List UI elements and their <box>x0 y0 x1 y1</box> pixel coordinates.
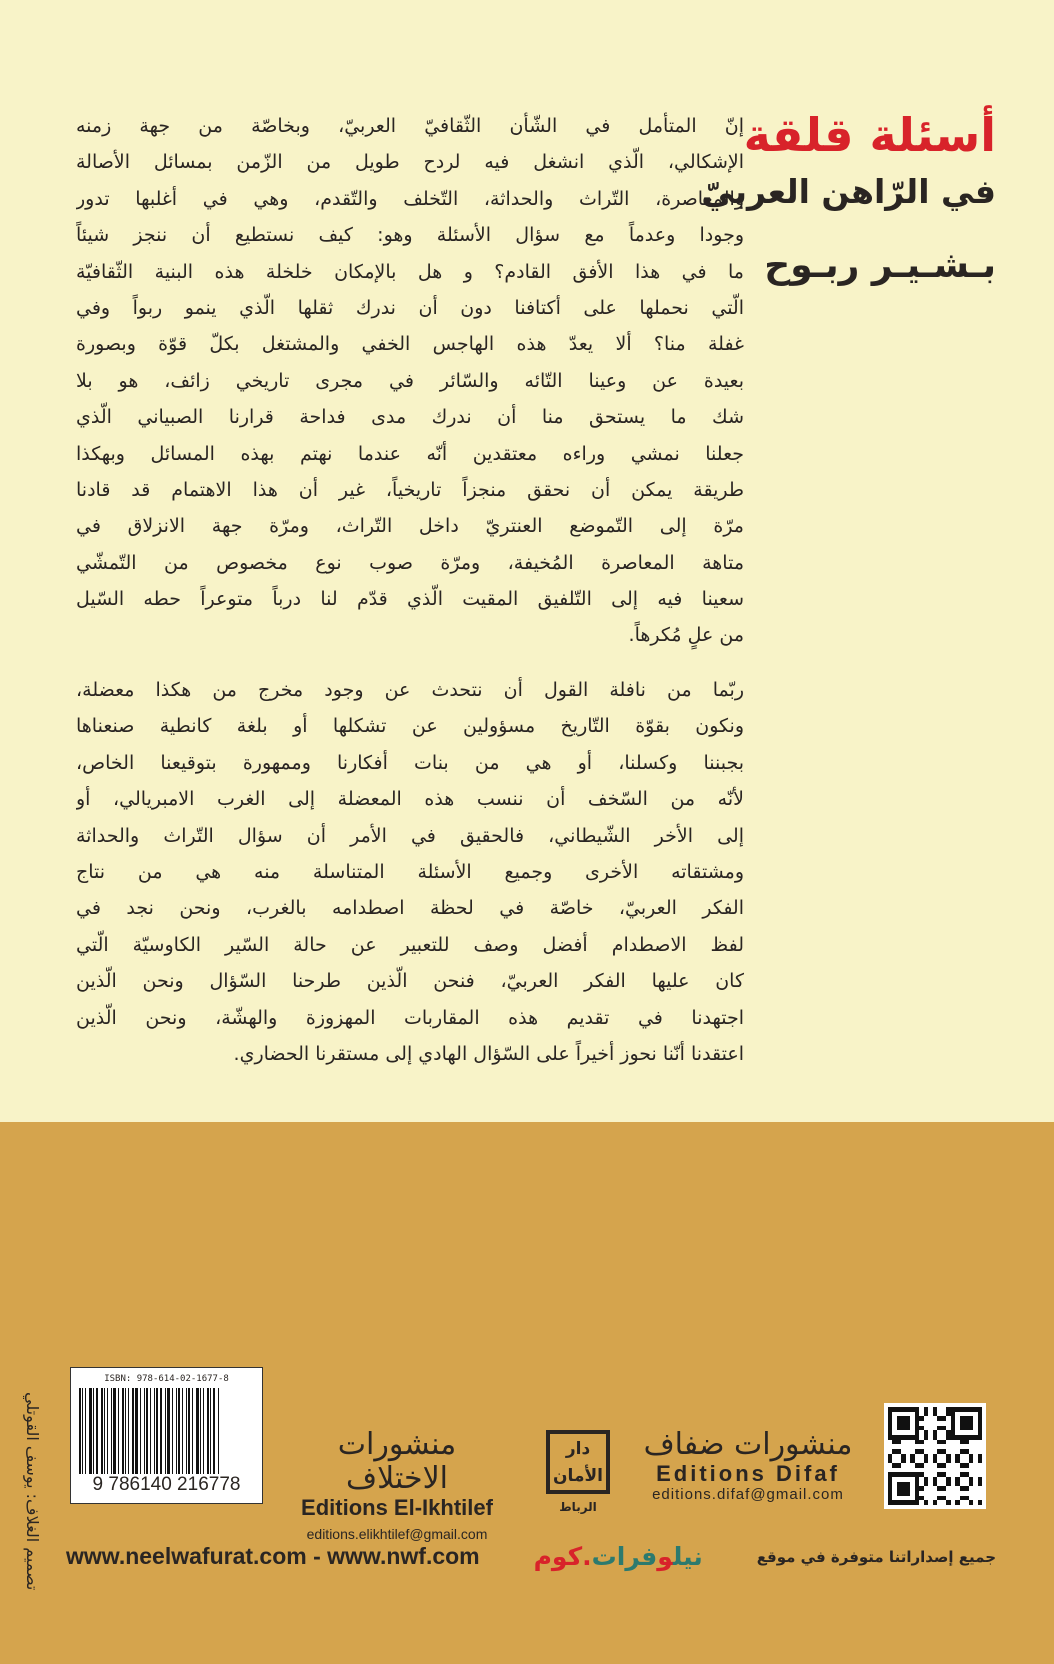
publisher-dar-al-aman <box>546 1430 610 1514</box>
barcode-bar <box>113 1388 116 1474</box>
brand-part-2: و <box>657 1542 673 1571</box>
blurb-line: ما في هذا الأفق القادم؟ و هل بالإمكان خلخلة هذه البنية الثّقافيّة <box>76 260 744 283</box>
blurb-line: وجودا وعدماً مع سؤال الأسئلة وهو: كيف نستطيع أن ننجز شيئاً <box>76 224 744 247</box>
blurb-line: ربّما من نافلة القول أن نتحدث عن وجود مخرج من هكذا معضلة، <box>76 679 744 701</box>
barcode-bar <box>154 1388 155 1474</box>
barcode-bar <box>96 1388 98 1474</box>
barcode-bar <box>107 1388 108 1474</box>
barcode-bars <box>79 1388 254 1474</box>
ikhtilef-email: editions.elikhtilef@gmail.com <box>306 1526 488 1542</box>
barcode-bar <box>172 1388 173 1474</box>
blurb-line: بعيدة عن وعينا التّائه والسّائر في مجرى تاريخي زائف، هو بلا <box>76 369 744 392</box>
difaf-arabic-logo: منشورات ضفاف <box>643 1427 853 1462</box>
publisher-ikhtilef <box>282 1428 512 1542</box>
barcode-bar <box>111 1388 112 1474</box>
blurb-line: ومشتقاته الأخرى وجميع الأسئلة المتناسلة منه هي من نتاج <box>76 860 744 883</box>
blurb-line: لأنّه من السّخف أن ننسب هذه المعضلة إلى الغرب الامبريالي، أو <box>76 788 744 811</box>
barcode-bar <box>192 1388 193 1474</box>
qr-code[interactable] <box>884 1403 986 1509</box>
barcode-bar <box>150 1388 151 1474</box>
barcode-bar <box>118 1388 119 1474</box>
difaf-name: Editions Difaf <box>656 1461 840 1486</box>
barcode-bar <box>135 1388 138 1474</box>
ikhtilef-name: Editions El-Ikhtilef <box>301 1495 493 1520</box>
book-subtitle: في الرّاهن العربيّ <box>701 172 996 211</box>
barcode-bar <box>122 1388 124 1474</box>
barcode-bar <box>82 1388 83 1474</box>
brand-part-4: .كوم <box>533 1542 592 1571</box>
blurb-line: الّتي نحملها على أكتافنا دون أن ندرك ثقلها الّذي ينمو ربواً وفي <box>76 296 744 319</box>
barcode-bar <box>101 1388 103 1474</box>
barcode-bar <box>132 1388 134 1474</box>
blurb-line: اعتقدنا أنّنا نحوز أخيراً على السّؤال الهادي إلى مستقرنا الحضاري. <box>233 1042 744 1065</box>
barcode-bar <box>178 1388 180 1474</box>
dar-al-aman-city: الرباط <box>559 1500 597 1514</box>
blurb-line: غفلة منا؟ ألا يعدّ هذه الهاجس الخفي والمشتغل بكلّ قوّة وبصورة <box>76 333 744 356</box>
brand-part-1: نيل <box>672 1542 703 1571</box>
blurb-line: من علٍ مُكرهاً. <box>628 624 744 647</box>
barcode-bar <box>125 1388 126 1474</box>
blurb-line: والمعاصرة، التّراث والحداثة، التّخلف والتّقدم، وهي في أغلبها تدور <box>76 187 744 210</box>
barcode-bar <box>156 1388 158 1474</box>
barcode-bar <box>89 1388 92 1474</box>
blurb-line: لفظ الاصطدام أفضل وصف للتعبير عن حالة السّير الكاوسيّة الّتي <box>76 933 744 956</box>
barcode-number: 9 786140 216778 <box>92 1474 241 1495</box>
barcode-bar <box>165 1388 166 1474</box>
book-author: بـشـيـر ربـوح <box>764 245 996 286</box>
barcode-bar <box>207 1388 209 1474</box>
barcode-bar <box>85 1388 86 1474</box>
barcode-bar <box>104 1388 105 1474</box>
footer-bar <box>66 1542 996 1571</box>
blurb-line: كان عليها الفكر العربيّ، فنحن الّذين طرحنا السّؤال ونحن الّذين <box>76 970 744 993</box>
blurb-paragraph-2 <box>76 672 744 1072</box>
dar-al-aman-logo: دار الأمان <box>546 1430 610 1494</box>
isbn-text: ISBN: 978-614-02-1677-8 <box>104 1374 229 1384</box>
barcode-bar <box>144 1388 145 1474</box>
barcode-bar <box>128 1388 129 1474</box>
barcode-bar <box>146 1388 148 1474</box>
blurb-line: الإشكالي، الّذي انشغل فيه لردح طويل من الزّمن بمسائل الأصالة <box>76 151 744 174</box>
blurb-line: ونكون بقوّة التّاريخ مسؤولين عن تشكلها أو بلغة كانطية صنعناها <box>76 715 744 738</box>
barcode-bar <box>188 1388 190 1474</box>
barcode-bar <box>160 1388 162 1474</box>
blurb-line: اجتهدنا في تقديم هذه المقاربات المهزوزة والهشّة، ونحن الّذين <box>76 1006 744 1029</box>
blurb-line: طريقة يمكن أن نحقق منجزاً تاريخياً، غير أن هذا الاهتمام قد قادنا <box>76 478 744 501</box>
qr-module <box>978 1500 982 1505</box>
neelwafurat-logo <box>534 1542 703 1571</box>
barcode-bar <box>213 1388 215 1474</box>
publisher-difaf <box>628 1428 868 1503</box>
isbn-barcode <box>70 1367 263 1504</box>
blurb-line: الفكر العربيّ، خاصّة في لحظة اصطدامه بالغرب، ونحن نجد في <box>76 897 744 920</box>
blurb-line: إنّ المتأمل في الشّأن الثّقافيّ العربيّ، وبخاصّة من جهة زمنه <box>76 115 744 137</box>
availability-note: جميع إصداراتنا متوفرة في موقع <box>756 1547 996 1566</box>
blurb-line: جعلنا نمشي وراءه معتقدين أنّه عندما نهتم بهذه المسائل وبهكذا <box>76 442 744 465</box>
ikhtilef-arabic-logo: منشورات الاختلاف <box>337 1427 457 1496</box>
brand-part-3: فرات <box>591 1542 658 1571</box>
blurb-line: متاهة المعاصرة المُخيفة، ومرّة صوب نوع مخصوص من التّمشّي <box>76 551 744 574</box>
barcode-bar <box>210 1388 211 1474</box>
barcode-bar <box>176 1388 177 1474</box>
blurb-line: إلى الأخر الشّيطاني، فالحقيق في الأمر أن سؤال التّراث والحداثة <box>76 824 744 847</box>
book-title: أسئلة قلقة <box>743 108 996 162</box>
blurb-line: سعينا فيه إلى التّلفيق المقيت الّذي قدّم لنا درباً متوعراً حطه السّيل <box>76 588 744 611</box>
barcode-bar <box>167 1388 170 1474</box>
barcode-bar <box>93 1388 94 1474</box>
blurb-line: بجبننا وكسلنا، أو هي من بنات أفكارنا وممهورة بتوقيعنا الخاص، <box>76 751 744 774</box>
barcode-bar <box>186 1388 187 1474</box>
blurb-line: مرّة إلى التّموضع العنتريّ داخل التّراث، ومرّة جهة الانزلاق في <box>76 515 744 538</box>
blurb-paragraph-1 <box>76 108 744 654</box>
cover-design-credit: تصميم الغلاف: يوسف القوتلي <box>23 1391 42 1590</box>
barcode-bar <box>203 1388 204 1474</box>
website-urls[interactable]: www.neelwafurat.com - www.nwf.com <box>66 1543 480 1569</box>
barcode-bar <box>182 1388 183 1474</box>
difaf-email: editions.difaf@gmail.com <box>652 1486 844 1503</box>
barcode-bar <box>218 1388 219 1474</box>
barcode-bar <box>79 1388 81 1474</box>
blurb-line: شك ما يستحق منا أن ندرك مدى فداحة قرارنا الصبياني الّذي <box>76 406 744 429</box>
barcode-bar <box>196 1388 199 1474</box>
barcode-bar <box>200 1388 201 1474</box>
barcode-bar <box>140 1388 141 1474</box>
